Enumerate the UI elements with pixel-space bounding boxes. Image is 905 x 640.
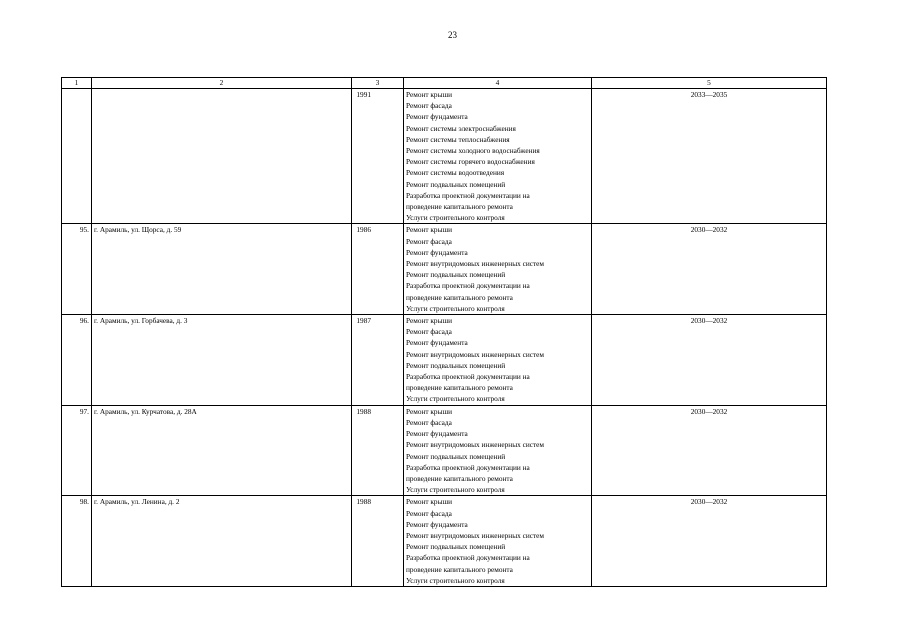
repair-work-item: Ремонт внутридомовых инженерных систем <box>406 530 545 540</box>
repair-work-item: Ремонт системы водоотведения <box>406 168 505 178</box>
row-number: 95. <box>62 224 92 315</box>
repair-work-item: Ремонт фасада <box>406 236 452 246</box>
page-number: 23 <box>448 30 457 40</box>
construction-year: 1986 <box>352 224 404 315</box>
repair-work-item: Ремонт фундамента <box>406 112 468 122</box>
repair-work-item: Ремонт крыши <box>406 225 453 235</box>
repair-work-item: Ремонт крыши <box>406 497 453 507</box>
row-number <box>62 89 92 224</box>
header-col-5: 5 <box>592 78 827 89</box>
repair-work-item: проведение капитального ремонта <box>406 564 513 574</box>
header-col-4: 4 <box>404 78 592 89</box>
repair-work-item: Ремонт системы холодного водоснабжения <box>406 146 540 156</box>
repair-schedule-table <box>61 77 827 587</box>
repair-work-item: Ремонт фасада <box>406 508 452 518</box>
header-col-3: 3 <box>352 78 404 89</box>
repair-work-item: Ремонт внутридомовых инженерных систем <box>406 349 545 359</box>
construction-year: 1988 <box>352 405 404 496</box>
construction-year: 1988 <box>352 496 404 587</box>
table-row <box>62 405 827 496</box>
building-address: г. Арамиль, ул. Горбачева, д. 3 <box>92 315 352 406</box>
repair-work-item: проведение капитального ремонта <box>406 383 513 393</box>
repair-period: 2033—2035 <box>592 89 827 224</box>
table-body <box>62 89 827 587</box>
repair-work-item: Услуги строительного контроля <box>406 575 505 585</box>
repair-work-item: Услуги строительного контроля <box>406 213 505 223</box>
building-address <box>92 89 352 224</box>
repair-works-list <box>404 496 592 587</box>
repair-work-item: Ремонт подвальных помещений <box>406 270 506 280</box>
row-number: 98. <box>62 496 92 587</box>
table-row <box>62 315 827 406</box>
header-row <box>62 78 827 89</box>
header-col-1: 1 <box>62 78 92 89</box>
repair-period: 2030—2032 <box>592 496 827 587</box>
header-col-2: 2 <box>92 78 352 89</box>
repair-work-item: Услуги строительного контроля <box>406 303 505 313</box>
repair-work-item: Ремонт фасада <box>406 327 452 337</box>
repair-work-item: Ремонт крыши <box>406 316 453 326</box>
repair-work-item: Ремонт системы теплоснабжения <box>406 134 510 144</box>
repair-work-item: Разработка проектной документации на <box>406 190 530 200</box>
building-address: г. Арамиль, ул. Щорса, д. 59 <box>92 224 352 315</box>
repair-work-item: Ремонт фасада <box>406 101 452 111</box>
repair-work-item: Ремонт внутридомовых инженерных систем <box>406 259 545 269</box>
repair-work-item: Ремонт фундамента <box>406 519 468 529</box>
repair-work-item: Разработка проектной документации на <box>406 281 530 291</box>
repair-period: 2030—2032 <box>592 224 827 315</box>
row-number: 97. <box>62 405 92 496</box>
repair-work-item: Ремонт системы горячего водоснабжения <box>406 157 535 167</box>
repair-work-item: Ремонт системы электроснабжения <box>406 123 516 133</box>
row-number: 96. <box>62 315 92 406</box>
repair-work-item: Ремонт фасада <box>406 417 452 427</box>
repair-work-item: Ремонт подвальных помещений <box>406 542 506 552</box>
repair-period: 2030—2032 <box>592 315 827 406</box>
table-row <box>62 89 827 224</box>
repair-work-item: проведение капитального ремонта <box>406 473 513 483</box>
repair-period: 2030—2032 <box>592 405 827 496</box>
repair-work-item: Ремонт фундамента <box>406 247 468 257</box>
repair-works-list <box>404 405 592 496</box>
building-address: г. Арамиль, ул. Ленина, д. 2 <box>92 496 352 587</box>
repair-work-item: Разработка проектной документации на <box>406 462 530 472</box>
repair-work-item: Услуги строительного контроля <box>406 485 505 495</box>
repair-works-list <box>404 315 592 406</box>
repair-work-item: Ремонт крыши <box>406 406 453 416</box>
repair-work-item: Услуги строительного контроля <box>406 394 505 404</box>
repair-work-item: Ремонт крыши <box>406 90 453 99</box>
repair-work-item: Ремонт внутридомовых инженерных систем <box>406 440 545 450</box>
repair-work-item: Ремонт подвальных помещений <box>406 360 506 370</box>
repair-work-item: проведение капитального ремонта <box>406 292 513 302</box>
repair-work-item: Разработка проектной документации на <box>406 372 530 382</box>
repair-works-list <box>404 89 592 224</box>
repair-work-item: проведение капитального ремонта <box>406 202 513 212</box>
repair-works-list <box>404 224 592 315</box>
construction-year: 1987 <box>352 315 404 406</box>
table-row <box>62 496 827 587</box>
building-address: г. Арамиль, ул. Курчатова, д. 28А <box>92 405 352 496</box>
repair-work-item: Ремонт подвальных помещений <box>406 451 506 461</box>
repair-work-item: Ремонт фундамента <box>406 338 468 348</box>
repair-work-item: Разработка проектной документации на <box>406 553 530 563</box>
repair-work-item: Ремонт фундамента <box>406 429 468 439</box>
repair-work-item: Ремонт подвальных помещений <box>406 179 506 189</box>
table-row <box>62 224 827 315</box>
construction-year: 1991 <box>352 89 404 224</box>
